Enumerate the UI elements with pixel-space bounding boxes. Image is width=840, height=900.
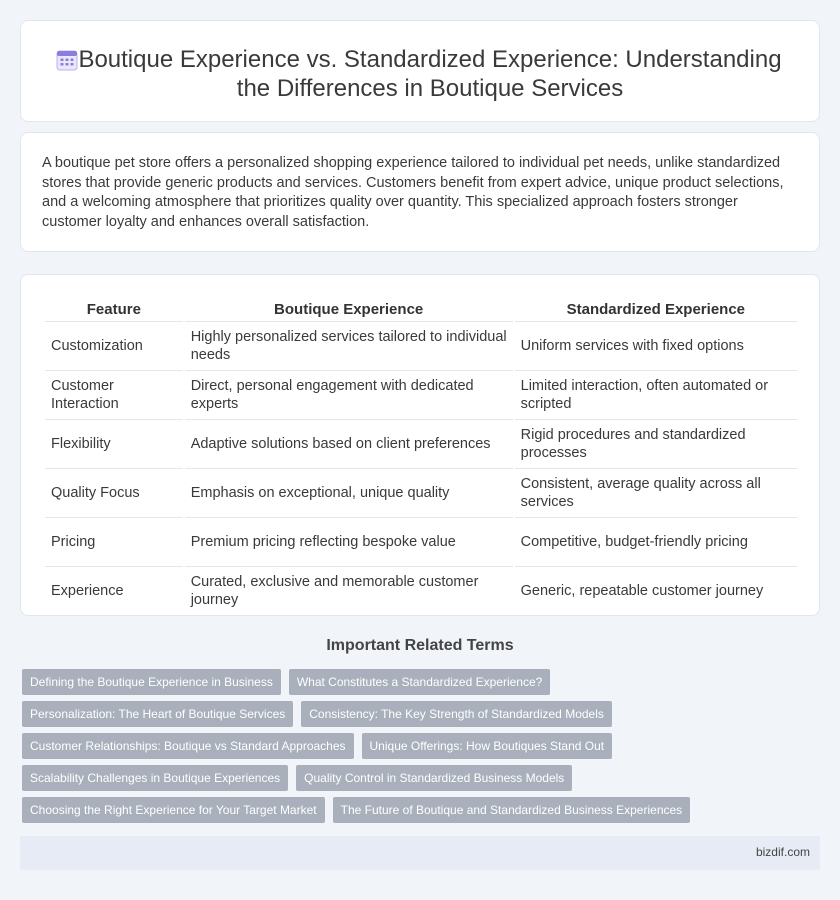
related-terms-list xyxy=(22,669,822,829)
page-title: Boutique Experience vs. Standardized Experience: Understanding the Differences in Boutique Services xyxy=(78,46,782,102)
related-term-link[interactable]: Personalization: The Heart of Boutique Services xyxy=(22,701,293,727)
related-term-link[interactable]: The Future of Boutique and Standardized Business Experiences xyxy=(333,797,691,823)
table-cell: Generic, repeatable customer journey xyxy=(515,567,797,616)
table-cell: Consistent, average quality across all services xyxy=(515,469,797,518)
related-term-link[interactable]: Unique Offerings: How Boutiques Stand Out xyxy=(362,733,613,759)
table-row xyxy=(45,420,797,469)
intro-card xyxy=(20,132,820,252)
header-standardized: Standardized Experience xyxy=(515,297,797,322)
related-term-link[interactable]: Choosing the Right Experience for Your Target Market xyxy=(22,797,325,823)
table-cell: Rigid procedures and standardized processes xyxy=(515,420,797,469)
header-boutique: Boutique Experience xyxy=(185,297,513,322)
table-row xyxy=(45,567,797,616)
table-cell: Adaptive solutions based on client preferences xyxy=(185,420,513,469)
table-header-row xyxy=(45,297,797,322)
table-cell: Emphasis on exceptional, unique quality xyxy=(185,469,513,518)
tag-row xyxy=(22,765,822,791)
table-cell: Uniform services with fixed options xyxy=(515,322,797,371)
intro-paragraph: A boutique pet store offers a personalized shopping experience tailored to individual pet needs, unlike standardized stores that provide generic products and services. Customers benefit from expert advice, unique product selections, and a welcoming atmosphere that prioritizes quality over quantity. This specialized approach fosters stronger customer loyalty and enhances overall satisfaction. xyxy=(42,155,784,230)
table-cell: Curated, exclusive and memorable customer journey xyxy=(185,567,513,616)
table-cell: Limited interaction, often automated or scripted xyxy=(515,371,797,420)
related-term-link[interactable]: Defining the Boutique Experience in Business xyxy=(22,669,281,695)
related-term-link[interactable]: Customer Relationships: Boutique vs Standard Approaches xyxy=(22,733,354,759)
tag-row xyxy=(22,733,822,759)
table-cell: Customer Interaction xyxy=(45,371,183,420)
table-cell: Premium pricing reflecting bespoke value xyxy=(185,518,513,567)
table-row xyxy=(45,322,797,371)
table-cell: Flexibility xyxy=(45,420,183,469)
tag-row xyxy=(22,701,822,727)
header-feature: Feature xyxy=(45,297,183,322)
title-card xyxy=(20,20,820,122)
related-term-link[interactable]: Quality Control in Standardized Business Models xyxy=(296,765,572,791)
table-cell: Direct, personal engagement with dedicated experts xyxy=(185,371,513,420)
comparison-card xyxy=(20,274,820,616)
table-cell: Quality Focus xyxy=(45,469,183,518)
table-row xyxy=(45,371,797,420)
table-cell: Experience xyxy=(45,567,183,616)
related-terms-heading: Important Related Terms xyxy=(326,637,514,654)
tag-row xyxy=(22,797,822,823)
footer xyxy=(20,836,820,870)
table-cell: Pricing xyxy=(45,518,183,567)
footer-site-link[interactable]: bizdif.com xyxy=(755,845,810,859)
table-row xyxy=(45,518,797,567)
table-cell: Competitive, budget-friendly pricing xyxy=(515,518,797,567)
related-term-link[interactable]: What Constitutes a Standardized Experience? xyxy=(289,669,550,695)
table-cell: Highly personalized services tailored to individual needs xyxy=(185,322,513,371)
comparison-table xyxy=(43,297,799,616)
table-cell: Customization xyxy=(45,322,183,371)
table-row xyxy=(45,469,797,518)
tag-row xyxy=(22,669,822,695)
related-term-link[interactable]: Scalability Challenges in Boutique Experiences xyxy=(22,765,288,791)
related-term-link[interactable]: Consistency: The Key Strength of Standardized Models xyxy=(301,701,612,727)
